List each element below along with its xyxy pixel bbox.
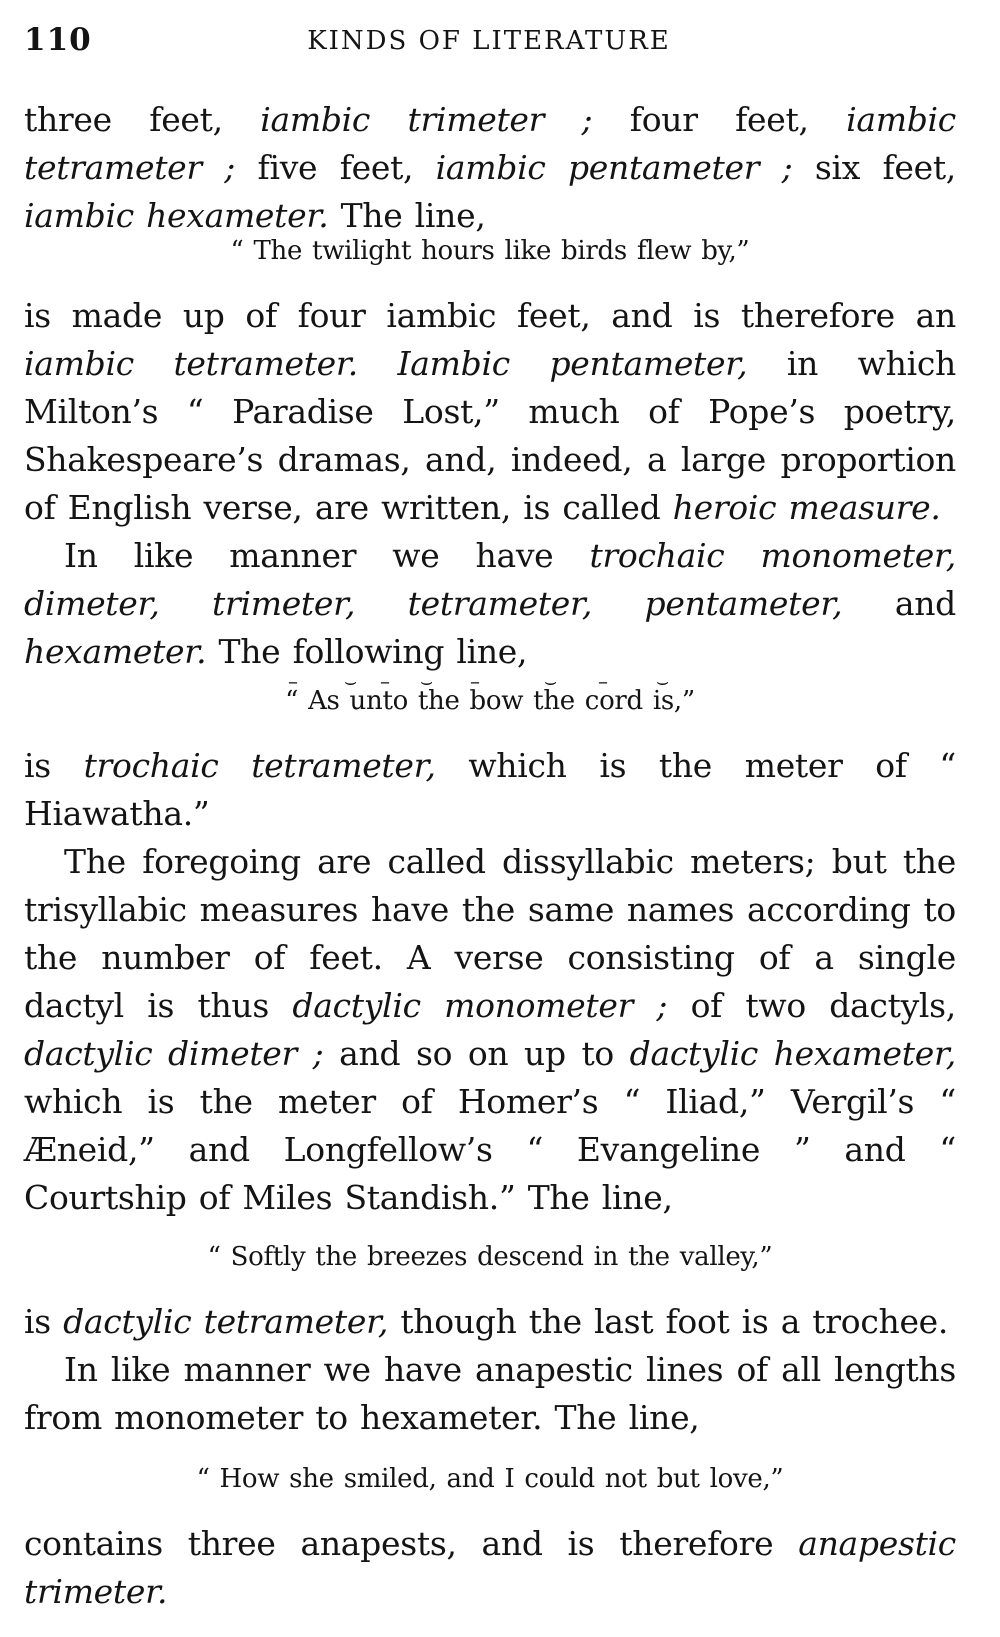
text: is made up of four iambic feet, and is therefore an <box>24 296 956 335</box>
page-body <box>24 96 956 1616</box>
short-syllable-mark: ⌣ <box>544 669 558 693</box>
short-syllable-mark: ⌣ <box>656 669 670 693</box>
paragraph-3 <box>24 532 956 676</box>
text: and <box>842 584 956 623</box>
text: is <box>24 1302 64 1341</box>
scansion-marks <box>24 670 956 692</box>
italic-term: hexameter. <box>24 632 207 671</box>
text: which is the meter of Homer’s “ Iliad,” Vergil’s “ Æneid,” and Longfellow’s “ Evangeline ” and “ Courtship of Miles Standish.” The line, <box>24 1082 956 1217</box>
text <box>358 344 398 383</box>
short-syllable-mark: ⌣ <box>420 669 434 693</box>
text: five feet, <box>235 148 436 187</box>
verse-quote-1: “ The twilight hours like birds flew by,” <box>230 236 750 266</box>
text: though the last foot is a trochee. <box>388 1302 949 1341</box>
text: three feet, <box>24 100 261 139</box>
text: four feet, <box>592 100 847 139</box>
paragraph-2 <box>24 292 956 532</box>
italic-term: dactylic tetrameter, <box>63 1302 389 1341</box>
italic-term: dactylic hexameter, <box>629 1034 956 1073</box>
paragraph-5 <box>24 838 956 1222</box>
text: The line, <box>328 196 486 235</box>
text: The foregoing are called dissyllabic meters; but the trisyllabic measures have the same names according to the number of feet. A verse consisting of a single dactyl is thus <box>24 842 956 1025</box>
italic-term: iambic pentameter ; <box>435 148 793 187</box>
text: In like manner we have anapestic lines of all lengths from monometer to hexameter. The line, <box>24 1350 956 1437</box>
text: six feet, <box>792 148 956 187</box>
italic-term: iambic tetrameter ; <box>24 100 956 187</box>
italic-term: Iambic pentameter, <box>397 344 748 383</box>
long-syllable-mark: – <box>288 669 298 693</box>
italic-term: anapestic trimeter. <box>24 1524 956 1611</box>
page-number: 110 <box>24 22 92 58</box>
text: and so on up to <box>323 1034 630 1073</box>
running-title: KINDS OF LITERATURE <box>307 26 671 56</box>
text: In like manner we have <box>64 536 590 575</box>
italic-term: iambic tetrameter. <box>24 344 358 383</box>
text: which is the meter of “ Hiawatha.” <box>24 746 957 833</box>
verse-quote-2: “ As unto the bow the cord is,” <box>285 686 695 716</box>
italic-term: trochaic tetrameter, <box>83 746 436 785</box>
long-syllable-mark: – <box>380 669 390 693</box>
verse-quote-3: “ Softly the breezes descend in the valley,” <box>207 1242 773 1272</box>
italic-term: trochaic monometer, dimeter, trimeter, tetrameter, pentameter, <box>24 536 956 623</box>
paragraph-4 <box>24 742 956 838</box>
italic-term: dactylic dimeter ; <box>24 1034 324 1073</box>
verse-quote-4: “ How she smiled, and I could not but love,” <box>196 1464 784 1494</box>
text: The following line, <box>206 632 528 671</box>
text: of two dactyls, <box>667 986 956 1025</box>
italic-term: iambic hexameter. <box>24 196 329 235</box>
paragraph-7 <box>24 1346 956 1442</box>
long-syllable-mark: – <box>598 669 608 693</box>
text: in which Milton’s “ Paradise Lost,” much of Pope’s poetry, Shakespeare’s dramas, and, indeed, a large proportion of English verse, are written, is called <box>24 344 956 527</box>
short-syllable-mark: ⌣ <box>344 669 358 693</box>
text: contains three anapests, and is therefore <box>24 1524 799 1563</box>
paragraph-6 <box>24 1298 956 1346</box>
page-header <box>24 22 954 62</box>
italic-term: iambic trimeter ; <box>260 100 593 139</box>
paragraph-8 <box>24 1520 956 1616</box>
text: is <box>24 746 84 785</box>
paragraph-1 <box>24 96 956 240</box>
long-syllable-mark: – <box>470 669 480 693</box>
italic-term: dactylic monometer ; <box>292 986 668 1025</box>
italic-term: heroic measure. <box>672 488 941 527</box>
